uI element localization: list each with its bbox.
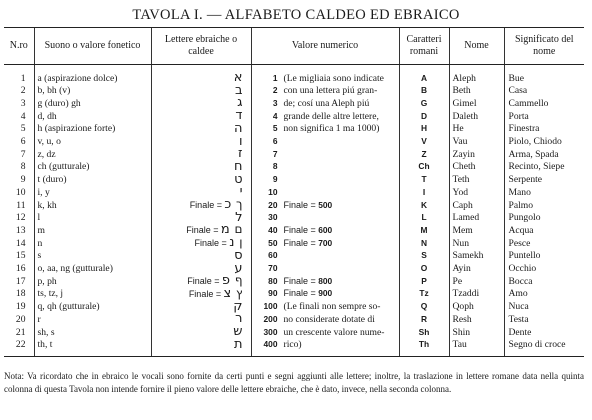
hebrew-letter: ת [233,338,243,352]
cell-hebrew [151,237,251,250]
cell-hebrew [151,65,251,85]
hebrew-letter: ל [235,211,243,225]
table-row [4,250,584,263]
cell-name: Yod [449,186,504,199]
table-row [4,123,584,136]
final-hebrew-letter: ך [236,199,243,212]
cell-roman: Tz [399,288,449,301]
cell-meaning: Finestra [504,123,584,136]
numeric-value: 70 [268,263,278,274]
numeric-value: 5 [272,123,278,134]
hebrew-letter: ד [235,110,243,123]
numeric-value: 40 [268,224,278,235]
cell-phonetic: a (aspirazione dolce) [34,65,151,85]
final-hebrew-letter: ף [234,275,243,288]
cell-numeric-value [251,199,399,212]
cell-numeric-value [251,301,399,314]
hebrew-letter: פ [221,275,231,288]
cell-meaning: Serpente [504,174,584,187]
numeric-note: no considerate dotate di [283,313,375,325]
cell-roman: D [399,110,449,123]
cell-phonetic: sh, s [34,326,151,339]
cell-number: 7 [20,148,26,160]
hebrew-letter: ז [237,148,243,161]
hebrew-letter: ט [234,173,243,187]
numeric-value: 9 [272,174,278,185]
table-row [4,148,584,161]
cell-roman: M [399,224,449,237]
cell-phonetic: i, y [34,186,151,199]
cell-hebrew [151,174,251,187]
cell-phonetic: ts, tz, j [34,288,151,301]
header-valore: Valore numerico [251,28,399,65]
cell-roman: H [399,123,449,136]
header-nro: N.ro [4,28,34,65]
cell-numeric-value [251,326,399,339]
cell-roman: N [399,237,449,250]
cell-number: 8 [20,161,26,173]
cell-phonetic: th, t [34,339,151,357]
cell-numeric-value [251,123,399,136]
cell-meaning: Casa [504,85,584,98]
cell-numeric-value [251,275,399,288]
numeric-value: 10 [268,186,278,197]
table-row [4,339,584,357]
cell-meaning: Palmo [504,199,584,212]
alphabet-table [4,27,584,357]
cell-number: 16 [15,263,26,275]
cell-phonetic: k, kh [34,199,151,212]
cell-name: Daleth [449,110,504,123]
cell-number: 21 [15,326,26,338]
cell-roman: B [399,85,449,98]
numeric-value: 2 [272,85,278,96]
cell-name: Zayin [449,148,504,161]
cell-hebrew [151,275,251,288]
final-hebrew-letter: ם [234,224,243,237]
cell-hebrew [151,288,251,301]
cell-number: 4 [20,110,26,122]
table-row [4,136,584,149]
cell-roman: Th [399,339,449,357]
cell-meaning: Dente [504,326,584,339]
cell-roman: A [399,65,449,85]
header-suono: Suono o valore fonetico [34,28,151,65]
numeric-value: 20 [268,199,278,210]
cell-hebrew [151,339,251,357]
cell-meaning: Arma, Spada [504,148,584,161]
table-row [4,110,584,123]
cell-roman: P [399,275,449,288]
cell-phonetic: p, ph [34,275,151,288]
cell-hebrew [151,263,251,276]
cell-name: Ayin [449,263,504,276]
final-label: Finale = [188,288,222,299]
final-value-label: Finale = [283,237,316,248]
table-row [4,301,584,314]
cell-roman: Z [399,148,449,161]
cell-meaning: Recinto, Siepe [504,161,584,174]
final-label: Finale = [186,225,219,236]
cell-name: Teth [449,174,504,187]
hebrew-letter: א [233,70,243,85]
cell-roman: R [399,313,449,326]
cell-numeric-value [251,65,399,85]
cell-phonetic: n [34,237,151,250]
cell-roman: V [399,136,449,149]
numeric-value: 60 [268,250,278,261]
cell-number: 10 [15,186,26,198]
cell-roman: T [399,174,449,187]
table-header-row [4,28,584,65]
numeric-value: 200 [263,313,278,324]
cell-hebrew [151,110,251,123]
table-row [4,97,584,110]
table-row [4,288,584,301]
cell-roman: K [399,199,449,212]
cell-phonetic: v, u, o [34,136,151,149]
hebrew-letter: ש [233,326,243,339]
table-row [4,313,584,326]
hebrew-letter: ע [234,262,243,276]
numeric-value: 7 [272,148,278,159]
cell-meaning: Nuca [504,301,584,314]
numeric-value: 3 [272,97,278,108]
numeric-note: (Le finali non sempre so- [283,301,381,313]
cell-roman: Sh [399,326,449,339]
cell-number: 9 [20,174,26,186]
hebrew-letter: ח [234,160,243,174]
page-title: TAVOLA I. — ALFABETO CALDEO ED EBRAICO [132,7,460,23]
cell-numeric-value [251,263,399,276]
cell-hebrew [151,326,251,339]
cell-number: 6 [20,136,26,148]
cell-roman: I [399,186,449,199]
cell-phonetic: s [34,250,151,263]
hebrew-letter: צ [223,287,232,301]
numeric-value: 300 [263,326,278,337]
cell-number: 11 [16,199,26,211]
cell-meaning: Mano [504,186,584,199]
cell-phonetic: b, bh (v) [34,85,151,98]
cell-name: Resh [449,313,504,326]
numeric-value: 90 [268,288,278,299]
cell-numeric-value [251,148,399,161]
cell-name: Tzaddi [449,288,504,301]
cell-name: Vau [449,136,504,149]
numeric-value: 6 [272,136,278,147]
header-nome: Nome [449,28,504,65]
cell-numeric-value [251,186,399,199]
table-row [4,224,584,237]
cell-hebrew [151,161,251,174]
hebrew-letter: ס [234,249,243,263]
cell-name: Mem [449,224,504,237]
cell-number: 2 [20,85,26,97]
cell-hebrew [151,186,251,199]
cell-phonetic: l [34,212,151,225]
cell-meaning: Piolo, Chiodo [504,136,584,149]
cell-meaning: Testa [504,313,584,326]
cell-number: 3 [20,97,26,109]
cell-meaning: Bocca [504,275,584,288]
cell-name: Samekh [449,250,504,263]
cell-roman: Ch [399,161,449,174]
numeric-value: 1 [272,72,278,83]
cell-hebrew [151,85,251,98]
cell-phonetic: t (duro) [34,174,151,187]
cell-roman: O [399,263,449,276]
cell-number: 19 [15,301,26,313]
header-lettere: Lettere ebraiche o caldee [151,28,251,65]
numeric-value: 30 [268,212,278,223]
numeric-note: un crescente valore nume- [283,326,385,338]
cell-phonetic: m [34,224,151,237]
final-value: 500 [318,199,333,210]
cell-numeric-value [251,161,399,174]
final-hebrew-letter: ץ [236,287,243,300]
table-row [4,199,584,212]
cell-number: 20 [15,313,26,325]
cell-phonetic: r [34,313,151,326]
hebrew-letter: ג [237,97,243,111]
numeric-note: grande delle altre lettere, [283,110,379,122]
cell-phonetic: o, aa, ng (gutturale) [34,263,151,276]
numeric-value: 80 [268,275,278,286]
final-value-label: Finale = [283,288,316,299]
cell-hebrew [151,301,251,314]
final-value: 600 [318,224,333,235]
hebrew-letter: י [239,186,243,200]
cell-number: 12 [15,212,26,224]
cell-name: Gimel [449,97,504,110]
cell-name: Beth [449,85,504,98]
final-value-label: Finale = [283,199,316,210]
final-value: 800 [318,275,333,286]
numeric-value: 4 [272,110,278,121]
cell-hebrew [151,224,251,237]
cell-numeric-value [251,136,399,149]
cell-phonetic: q, qh (gutturale) [34,301,151,314]
cell-numeric-value [251,237,399,250]
table-row [4,186,584,199]
numeric-note: rico) [283,339,302,351]
table-row [4,212,584,225]
final-label: Finale = [189,200,222,211]
cell-numeric-value [251,313,399,326]
cell-phonetic: ch (gutturale) [34,161,151,174]
numeric-note: de; cosí una Aleph piú [283,97,370,109]
cell-hebrew [151,212,251,225]
cell-phonetic: d, dh [34,110,151,123]
cell-numeric-value [251,212,399,225]
cell-name: Tau [449,339,504,357]
cell-roman: L [399,212,449,225]
cell-hebrew [151,97,251,110]
cell-number: 13 [15,224,26,236]
cell-numeric-value [251,339,399,357]
table-row [4,65,584,85]
cell-meaning: Puntello [504,250,584,263]
cell-hebrew [151,123,251,136]
cell-phonetic: g (duro) gh [34,97,151,110]
cell-meaning: Pesce [504,237,584,250]
hebrew-letter: מ [220,224,230,238]
cell-hebrew [151,148,251,161]
table-row [4,85,584,98]
numeric-note: (Le migliaia sono indicate [283,72,384,84]
final-value-label: Finale = [283,224,316,235]
hebrew-letter: ר [235,313,243,327]
numeric-value: 100 [263,301,278,312]
cell-meaning: Pungolo [504,212,584,225]
cell-name: Nun [449,237,504,250]
cell-roman: Q [399,301,449,314]
final-value: 900 [318,288,333,299]
table-row [4,275,584,288]
numeric-note: non significa 1 ma 1000) [283,123,380,135]
final-label: Finale = [187,276,220,287]
footnote: Nota: Va ricordato che in ebraico le vocali sono fornite da certi punti e segni aggiunti alle lettere; inoltre, la traslazione in lettere romane data nella quinta colonna di questa Tavola non intende fornire il pieno valore delle lettere ebraiche, che è dato, invece, nella seconda colonna. [4,371,584,394]
cell-phonetic: z, dz [34,148,151,161]
table-row [4,237,584,250]
cell-meaning: Porta [504,110,584,123]
numeric-value: 50 [268,237,278,248]
cell-number: 17 [15,275,26,287]
numeric-note: con una lettera piú gran- [283,85,378,97]
cell-numeric-value [251,85,399,98]
cell-numeric-value [251,288,399,301]
cell-meaning: Amo [504,288,584,301]
numeric-value: 8 [272,161,278,172]
table-row [4,263,584,276]
cell-name: Qoph [449,301,504,314]
cell-numeric-value [251,224,399,237]
cell-meaning: Segno di croce [504,339,584,357]
cell-hebrew [151,199,251,212]
final-value-label: Finale = [283,275,316,286]
cell-number: 1 [20,72,26,84]
final-hebrew-letter: ן [239,237,243,250]
header-caratteri: Caratteri romani [399,28,449,65]
cell-name: Shin [449,326,504,339]
cell-meaning: Bue [504,65,584,85]
cell-number: 15 [15,250,26,262]
cell-numeric-value [251,97,399,110]
final-value: 700 [318,237,333,248]
cell-name: He [449,123,504,136]
cell-number: 5 [20,123,26,135]
cell-hebrew [151,313,251,326]
hebrew-letter: ק [233,300,243,314]
cell-meaning: Acqua [504,224,584,237]
cell-name: Cheth [449,161,504,174]
hebrew-letter: ה [234,122,243,136]
cell-meaning: Cammello [504,97,584,110]
table-row [4,326,584,339]
cell-number: 14 [15,237,26,249]
table-row [4,174,584,187]
cell-hebrew [151,136,251,149]
cell-name: Pe [449,275,504,288]
cell-roman: G [399,97,449,110]
cell-numeric-value [251,174,399,187]
hebrew-letter: נ [229,237,235,250]
cell-name: Caph [449,199,504,212]
cell-phonetic: h (aspirazione forte) [34,123,151,136]
header-significato: Significato del nome [504,28,584,65]
hebrew-letter: כ [224,199,232,212]
cell-number: 22 [4,339,34,357]
hebrew-letter: ו [238,135,243,149]
cell-numeric-value [251,110,399,123]
cell-hebrew [151,250,251,263]
final-label: Finale = [194,238,227,249]
cell-numeric-value [251,250,399,263]
cell-roman: S [399,250,449,263]
cell-number: 18 [15,288,26,300]
cell-name: Lamed [449,212,504,225]
cell-name: Aleph [449,65,504,85]
cell-meaning: Occhio [504,263,584,276]
numeric-value: 400 [263,339,278,350]
table-row [4,161,584,174]
hebrew-letter: ב [234,84,243,98]
